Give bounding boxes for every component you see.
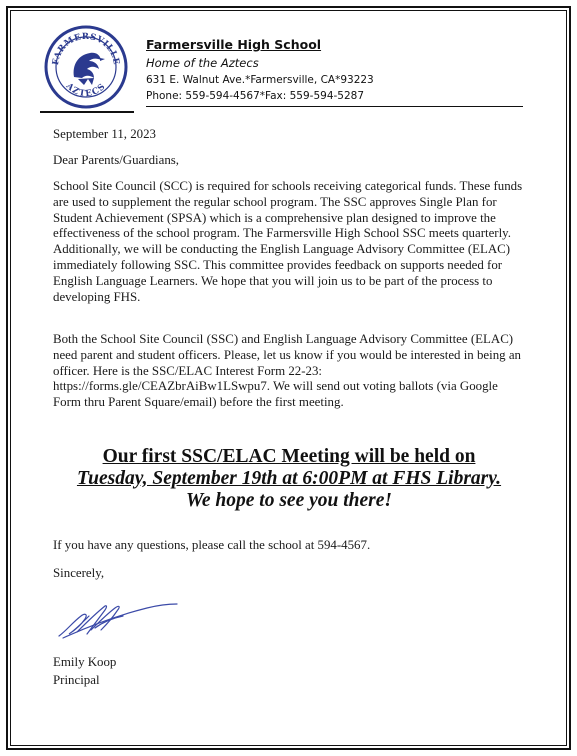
school-address: 631 E. Walnut Ave.*Farmersville, CA*93223 — [146, 74, 374, 86]
school-seal-logo — [44, 25, 128, 109]
closing: Sincerely, — [53, 566, 105, 580]
signer-name: Emily Koop — [53, 655, 117, 669]
letter-greeting: Dear Parents/Guardians, — [53, 153, 179, 167]
letter-date: September 11, 2023 — [53, 127, 156, 141]
svg-text:AZTECS: AZTECS — [63, 81, 109, 100]
svg-text:FARMERSVILLE: FARMERSVILLE — [50, 31, 122, 66]
school-phone: Phone: 559-594-4567*Fax: 559-594-5287 — [146, 90, 365, 102]
letterhead — [146, 37, 522, 104]
meeting-announcement-line-2: Tuesday, September 19th at 6:00PM at FHS Library. — [76, 468, 502, 489]
questions-line: If you have any questions, please call the school at 594-4567. — [53, 538, 371, 552]
school-name: Farmersville High School — [146, 37, 322, 52]
letter-paragraph-2: Both the School Site Council (SSC) and English Language Advisory Committee (ELAC) need parent and student officers. Please, let us know if you would be interested in being an officer. Here is the SSC/ELAC Interest Form 22-23: https://forms.gle/CEAZbrAiBw1LSwpu7. We will send out voting ballots (via Google Form thru Parent Square/email) before the first meeting. — [53, 332, 521, 410]
school-motto: Home of the Aztecs — [146, 56, 259, 70]
handwritten-signature — [55, 592, 180, 644]
signer-title: Principal — [53, 673, 100, 687]
meeting-announcement-line-3: We hope to see you there! — [186, 490, 392, 511]
meeting-announcement-line-1: Our first SSC/ELAC Meeting will be held on — [102, 446, 476, 467]
seal-underline — [40, 111, 134, 113]
letter-paragraph-1: School Site Council (SCC) is required for schools receiving categorical funds. These funds are used to supplement the regular school program. The SSC approves Single Plan for Student Achievement (SPSA) which is a comprehensive plan designed to improve the effectiveness of the school program. The Farmersville High School SSC meets quarterly. Additionally, we will be conducting the English Language Advisory Committee (ELAC) immediately following SSC. This committee provides feedback on supports needed for English Language Learners. We hope that you will join us to be part of the process to developing FHS. — [53, 179, 523, 304]
letterhead-rule — [146, 106, 523, 107]
